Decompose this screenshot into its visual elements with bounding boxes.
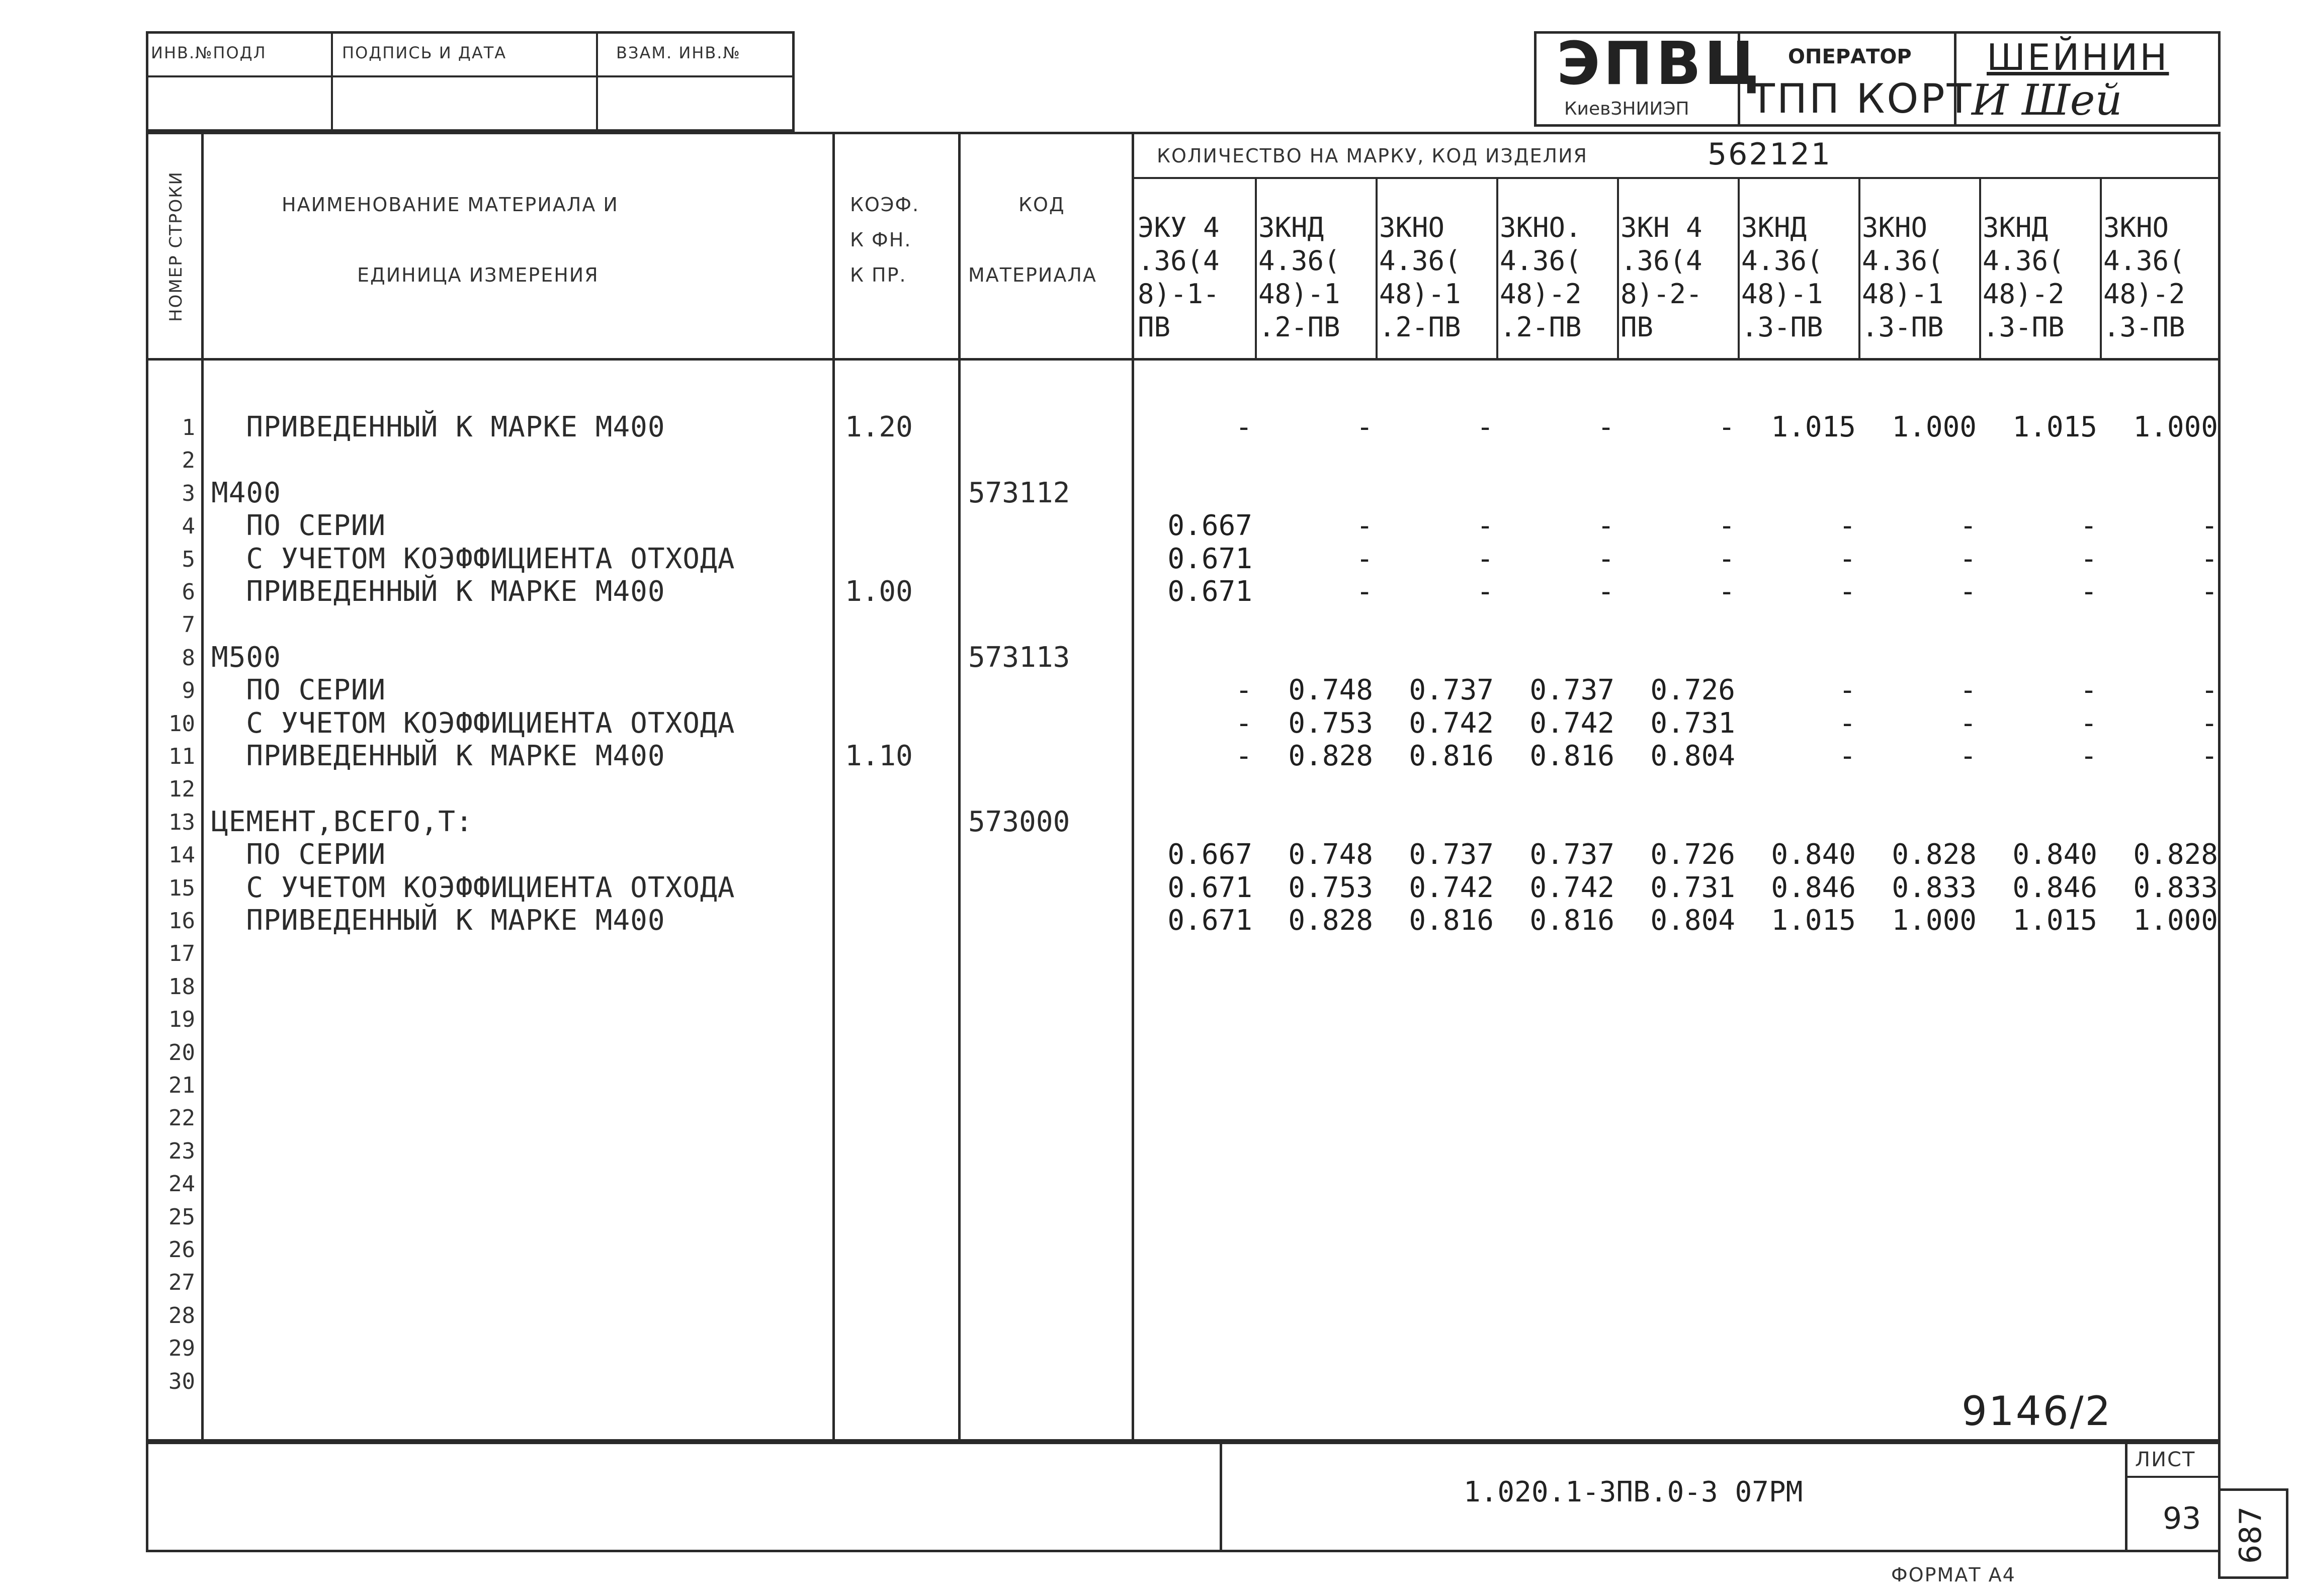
table-cell-value: 0.840 (2012, 838, 2097, 871)
table-cell-value: 0.667 (1167, 509, 1252, 543)
row-number: 14 (168, 842, 195, 868)
table-cell-value: - (1839, 740, 1856, 772)
table-cell-value: 1.015 (1771, 411, 1856, 444)
list-label: ЛИСТ (2135, 1448, 2196, 1471)
table-cell-value: - (1235, 674, 1252, 707)
table-cell-value: 0.671 (1167, 871, 1252, 904)
row-number: 21 (168, 1073, 195, 1098)
row-number: 13 (168, 809, 195, 835)
table-cell-value: - (1235, 411, 1252, 444)
stamp-podpis-data: ПОДПИСЬ И ДАТА (342, 43, 507, 62)
table-cell-value: - (1597, 542, 1614, 575)
table-row-code: 573000 (968, 805, 1070, 838)
org-sub: КиевЗНИИЭП (1564, 99, 1689, 119)
person-name: ШЕЙНИН (1987, 36, 2169, 78)
table-cell-value: - (1839, 509, 1856, 543)
table-cell-value: 0.828 (2133, 838, 2218, 871)
table-cell-value: 0.816 (1409, 904, 1494, 937)
table-row-name: ПО СЕРИИ (211, 509, 386, 543)
table-cell-value: 0.833 (1892, 871, 1977, 904)
table-cell-value: - (2201, 674, 2218, 707)
table-cell-value: - (1597, 411, 1614, 444)
table-cell-value: 0.804 (1650, 904, 1735, 937)
operator-value: ТПП КОРТ (1750, 75, 1974, 122)
table-cell-value: - (1718, 542, 1735, 575)
table-cell-value: - (1477, 542, 1494, 575)
table-cell-value: 1.000 (2133, 904, 2218, 937)
product-column-header: ЗКН 4 .36(4 8)-2- ПВ (1621, 212, 1702, 343)
table-cell-value: - (1477, 509, 1494, 543)
list-value: 93 (2163, 1501, 2201, 1536)
table-row-name: М500 (211, 641, 281, 674)
table-cell-value: 0.671 (1167, 575, 1252, 608)
table-cell-value: - (1959, 674, 1977, 707)
format-label: ФОРМАТ А4 (1891, 1564, 2016, 1586)
row-number: 26 (168, 1237, 195, 1263)
table-cell-value: - (1959, 509, 1977, 543)
table-cell-value: - (2080, 509, 2097, 543)
row-number: 15 (168, 875, 195, 901)
header-code-line2: МАТЕРИАЛА (968, 264, 1097, 286)
table-cell-value: 0.667 (1167, 838, 1252, 871)
table-cell-value: - (1718, 575, 1735, 608)
table-cell-value: - (1235, 706, 1252, 740)
row-number: 16 (168, 908, 195, 934)
table-cell-value: 0.828 (1288, 904, 1373, 937)
operator-label: ОПЕРАТОР (1788, 45, 1912, 68)
table-row-coef: 1.20 (845, 411, 913, 444)
table-cell-value: 0.742 (1529, 871, 1614, 904)
table-row-name: С УЧЕТОМ КОЭФФИЦИЕНТА ОТХОДА (211, 871, 735, 904)
table-cell-value: - (2201, 740, 2218, 772)
table-cell-value: 0.731 (1650, 706, 1735, 740)
table-cell-value: 0.737 (1409, 674, 1494, 707)
table-cell-value: 1.000 (1892, 904, 1977, 937)
table-cell-value: - (1356, 542, 1373, 575)
table-row-name: ПО СЕРИИ (211, 838, 386, 871)
table-cell-value: - (2080, 542, 2097, 575)
table-cell-value: 0.748 (1288, 838, 1373, 871)
table-cell-value: 0.816 (1529, 740, 1614, 772)
row-number: 19 (168, 1007, 195, 1033)
table-cell-value: 1.015 (2012, 411, 2097, 444)
table-cell-value: 0.731 (1650, 871, 1735, 904)
table-cell-value: - (1718, 411, 1735, 444)
row-number: 8 (182, 645, 195, 671)
table-cell-value: 0.816 (1409, 740, 1494, 772)
product-column-header: ЗКНО 4.36( 48)-2 .3-ПВ (2103, 212, 2185, 343)
table-row-code: 573113 (968, 641, 1070, 674)
table-row-name: С УЧЕТОМ КОЭФФИЦИЕНТА ОТХОДА (211, 542, 735, 575)
table-cell-value: 0.828 (1892, 838, 1977, 871)
table-cell-value: - (2201, 542, 2218, 575)
table-cell-value: 0.737 (1529, 674, 1614, 707)
table-cell-value: 0.753 (1288, 706, 1373, 740)
table-cell-value: 0.737 (1409, 838, 1494, 871)
table-row-name: М400 (211, 476, 281, 509)
header-code-line1: КОД (1018, 194, 1065, 216)
table-cell-value: 0.804 (1650, 740, 1735, 772)
table-cell-value: - (1839, 542, 1856, 575)
table-cell-value: 0.726 (1650, 838, 1735, 871)
table-cell-value: - (1477, 411, 1494, 444)
header-qty-label: КОЛИЧЕСТВО НА МАРКУ, КОД ИЗДЕЛИЯ (1157, 145, 1588, 167)
table-cell-value: - (1718, 509, 1735, 543)
row-number: 24 (168, 1171, 195, 1197)
product-column-header: ЗКНД 4.36( 48)-2 .3-ПВ (1983, 212, 2065, 343)
row-number: 29 (168, 1336, 195, 1362)
table-cell-value: 0.737 (1529, 838, 1614, 871)
table-row-name: С УЧЕТОМ КОЭФФИЦИЕНТА ОТХОДА (211, 706, 735, 740)
row-number: 5 (182, 546, 195, 572)
product-column-header: ЭКУ 4 .36(4 8)-1- ПВ (1138, 212, 1220, 343)
table-cell-value: 0.840 (1771, 838, 1856, 871)
table-cell-value: - (2080, 674, 2097, 707)
product-column-header: ЗКНО 4.36( 48)-1 .2-ПВ (1379, 212, 1461, 343)
doc-code: 1.020.1-ЗПВ.0-3 07РМ (1464, 1476, 1803, 1509)
sheet-mark: 9146/2 (1962, 1388, 2112, 1435)
org-logo: ЭПВЦ (1557, 29, 1762, 98)
table-cell-value: 1.015 (2012, 904, 2097, 937)
table-row-name: ПО СЕРИИ (211, 674, 386, 707)
row-number: 4 (182, 513, 195, 540)
table-cell-value: 0.742 (1409, 706, 1494, 740)
row-number: 9 (182, 678, 195, 704)
table-row-name: ПРИВЕДЕННЫЙ К МАРКЕ М400 (211, 575, 665, 608)
table-cell-value: - (1839, 706, 1856, 740)
table-row-coef: 1.10 (845, 740, 913, 772)
table-cell-value: 0.753 (1288, 871, 1373, 904)
table-cell-value: 0.816 (1529, 904, 1614, 937)
row-number: 22 (168, 1105, 195, 1131)
stamp-inv-podl: ИНВ.№ПОДЛ (151, 43, 267, 62)
table-row-name: ПРИВЕДЕННЫЙ К МАРКЕ М400 (211, 740, 665, 772)
row-number: 30 (168, 1368, 195, 1394)
table-row-coef: 1.00 (845, 575, 913, 608)
header-coef-line3: К ПР. (850, 264, 907, 286)
row-number: 28 (168, 1302, 195, 1328)
row-number: 11 (168, 744, 195, 769)
table-cell-value: - (1477, 575, 1494, 608)
product-column-header: ЗКНО. 4.36( 48)-2 .2-ПВ (1500, 212, 1582, 343)
table-cell-value: 0.742 (1529, 706, 1614, 740)
header-row-no: НОМЕР СТРОКИ (166, 171, 186, 322)
header-material-line2: ЕДИНИЦА ИЗМЕРЕНИЯ (357, 264, 599, 286)
table-cell-value: 0.846 (2012, 871, 2097, 904)
product-column-header: ЗКНО 4.36( 48)-1 .3-ПВ (1862, 212, 1944, 343)
table-cell-value: 0.828 (1288, 740, 1373, 772)
row-number: 10 (168, 711, 195, 737)
row-number: 1 (182, 415, 195, 440)
row-number: 2 (182, 448, 195, 474)
table-cell-value: 1.000 (1892, 411, 1977, 444)
side-number: 687 (2233, 1506, 2268, 1564)
table-cell-value: 1.015 (1771, 904, 1856, 937)
header-coef-line2: К ФН. (850, 229, 912, 251)
table-cell-value: - (2201, 509, 2218, 543)
table-cell-value: - (1356, 575, 1373, 608)
row-number: 20 (168, 1039, 195, 1066)
footer-block (146, 1442, 2221, 1552)
table-cell-value: - (2201, 706, 2218, 740)
table-cell-value: - (1959, 542, 1977, 575)
table-row-name: ЦЕМЕНТ,ВСЕГО,Т: (211, 805, 473, 838)
row-number: 18 (168, 973, 195, 1000)
table-cell-value: 0.671 (1167, 904, 1252, 937)
table-cell-value: - (1959, 740, 1977, 772)
stamp-vzam-inv: ВЗАМ. ИНВ.№ (616, 43, 741, 62)
table-cell-value: - (1839, 674, 1856, 707)
table-cell-value: 0.742 (1409, 871, 1494, 904)
table-cell-value: - (1597, 509, 1614, 543)
table-row-code: 573112 (968, 476, 1070, 509)
row-number: 27 (168, 1270, 195, 1296)
row-number: 17 (168, 941, 195, 967)
table-cell-value: - (1959, 575, 1977, 608)
table-cell-value: 0.726 (1650, 674, 1735, 707)
table-cell-value: - (1597, 575, 1614, 608)
table-row-name: ПРИВЕДЕННЫЙ К МАРКЕ М400 (211, 904, 665, 937)
signature: И Шей (1972, 75, 2122, 125)
table-row-name: ПРИВЕДЕННЫЙ К МАРКЕ М400 (211, 411, 665, 444)
row-number: 12 (168, 776, 195, 803)
row-number: 3 (182, 480, 195, 506)
table-cell-value: - (1959, 706, 1977, 740)
header-product-code: 562121 (1708, 137, 1832, 172)
table-cell-value: - (2080, 740, 2097, 772)
table-cell-value: - (2201, 575, 2218, 608)
table-cell-value: 1.000 (2133, 411, 2218, 444)
row-number: 6 (182, 579, 195, 605)
table-cell-value: - (2080, 706, 2097, 740)
table-cell-value: 0.833 (2133, 871, 2218, 904)
row-number: 23 (168, 1138, 195, 1164)
product-column-header: ЗКНД 4.36( 48)-1 .3-ПВ (1741, 212, 1823, 343)
table-cell-value: 0.671 (1167, 542, 1252, 575)
table-cell-value: 0.748 (1288, 674, 1373, 707)
row-number: 7 (182, 612, 195, 638)
table-cell-value: - (1235, 740, 1252, 772)
header-coef-line1: КОЭФ. (850, 194, 920, 216)
row-number: 25 (168, 1204, 195, 1230)
table-cell-value: - (2080, 575, 2097, 608)
header-material-line1: НАИМЕНОВАНИЕ МАТЕРИАЛА И (282, 194, 619, 216)
table-cell-value: - (1839, 575, 1856, 608)
product-column-header: ЗКНД 4.36( 48)-1 .2-ПВ (1258, 212, 1340, 343)
table-cell-value: - (1356, 509, 1373, 543)
table-cell-value: - (1356, 411, 1373, 444)
table-cell-value: 0.846 (1771, 871, 1856, 904)
